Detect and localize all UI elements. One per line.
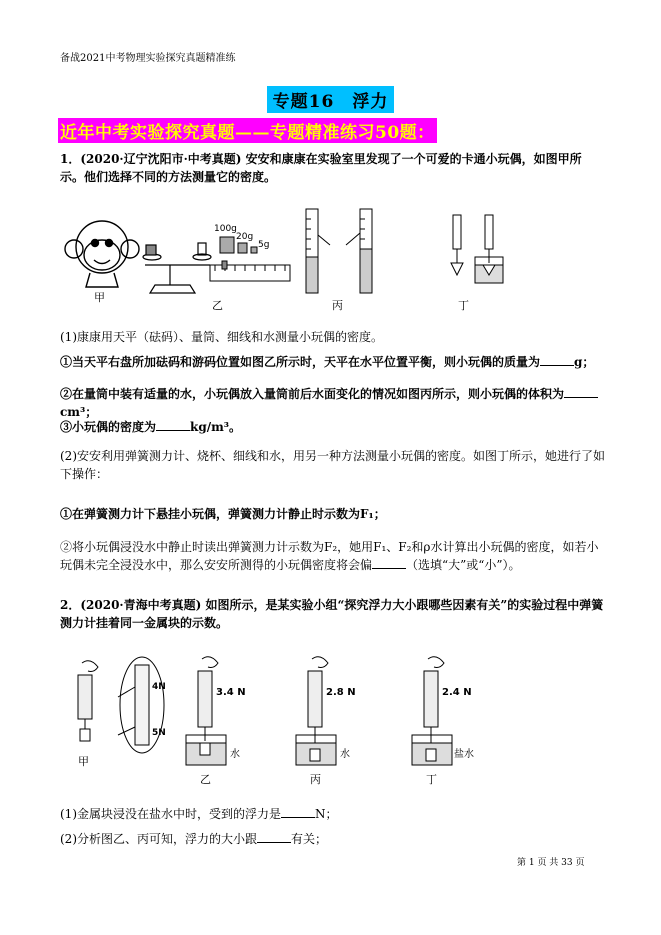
title-row <box>0 86 661 113</box>
fig-label: 甲 <box>78 755 89 768</box>
q2-part1: (1)金属块浸没在盐水中时，受到的浮力是 N； <box>60 807 338 821</box>
spring-scale-jia <box>78 657 164 753</box>
header-note: 备战2021中考物理实验探究真题精准练 <box>60 53 236 64</box>
fig-label: 丁 <box>458 299 469 312</box>
answer-blank[interactable] <box>564 385 598 398</box>
answer-blank[interactable] <box>372 556 406 569</box>
fig-label: 乙 <box>212 299 223 312</box>
q1-step2: ②在量筒中装有适量的水，小玩偶放入量筒前后水面变化的情况如图丙所示，则小玩偶的体积为cm³； <box>60 385 605 421</box>
answer-blank[interactable] <box>257 830 291 843</box>
fig-label: 甲 <box>94 291 105 304</box>
q1-step3: ③小玩偶的密度为 kg/m³。 <box>60 420 242 434</box>
reading-label: 3.4 N <box>216 687 246 698</box>
liquid-label: 盐水 <box>454 749 474 760</box>
spring-scale-yi <box>186 657 226 765</box>
q1-figure <box>60 205 520 323</box>
spring-scale-bing <box>296 657 336 765</box>
reading-label: 5N <box>152 728 166 738</box>
measuring-cylinder-illustration <box>306 209 372 293</box>
q1-step1: ①当天平右盘所加砝码和游码位置如图乙所示时，天平在水平位置平衡，则小玩偶的质量为 g； <box>60 355 595 369</box>
section-banner: 近年中考实验探究真题——专题精准练习50题： <box>58 118 437 143</box>
weight-label: 100g <box>214 224 237 234</box>
page-footer: 第 1 页 共 33 页 <box>517 858 585 868</box>
q1-part1: (1)康康用天平（砝码）、量筒、细线和水测量小玩偶的密度。 <box>60 330 384 344</box>
page-title: 专题16 浮力 <box>267 86 395 113</box>
q2-part2: (2)分析图乙、丙可知，浮力的大小跟 有关； <box>60 832 328 846</box>
answer-blank[interactable] <box>540 353 574 366</box>
balance-illustration <box>143 243 211 293</box>
weight-label: 20g <box>236 232 254 242</box>
reading-label: 4N <box>152 682 166 692</box>
q1-stem: 1．(2020·辽宁沈阳市·中考真题) 安安和康康在实验室里发现了一个可爱的卡通小玩偶，如图甲所示。他们选择不同的方法测量它的密度。 <box>60 152 582 184</box>
q1-part2: (2)安安利用弹簧测力计、烧杯、细线和水，用另一种方法测量小玩偶的密度。如图丁所示，她进行了如下操作： <box>60 449 606 481</box>
reading-label: 2.8 N <box>326 687 356 698</box>
fig-label: 丙 <box>332 299 343 312</box>
fig-label: 乙 <box>200 773 211 786</box>
liquid-label: 水 <box>340 749 350 760</box>
spring-scale-illustration <box>451 215 503 283</box>
rider-scale <box>210 261 290 281</box>
answer-blank[interactable] <box>156 418 190 431</box>
fig-label: 丁 <box>426 773 437 786</box>
q2-figure <box>60 655 530 795</box>
fig-label: 丙 <box>310 773 321 786</box>
q1-op2: ②将小玩偶浸没水中静止时读出弹簧测力计示数为F₂，她用F₁、F₂和ρ水计算出小玩偶的密度，如若小玩偶未完全浸没水中，那么安安所测得的小玩偶密度将会偏 （选填“大”或“小”）。 <box>60 540 599 572</box>
answer-blank[interactable] <box>281 805 315 818</box>
q2-stem: 2．(2020·青海中考真题) 如图所示，是某实验小组“探究浮力大小跟哪些因素有关”的实验过程中弹簧测力计挂着同一金属块的示数。 <box>60 598 604 630</box>
spring-scale-ding <box>412 657 452 765</box>
reading-label: 2.4 N <box>442 687 472 698</box>
weight-label: 5g <box>258 240 270 250</box>
liquid-label: 水 <box>230 749 240 760</box>
q1-op1: ①在弹簧测力计下悬挂小玩偶，弹簧测力计静止时示数为F₁； <box>60 507 386 521</box>
monkey-doll-illustration <box>65 221 139 287</box>
